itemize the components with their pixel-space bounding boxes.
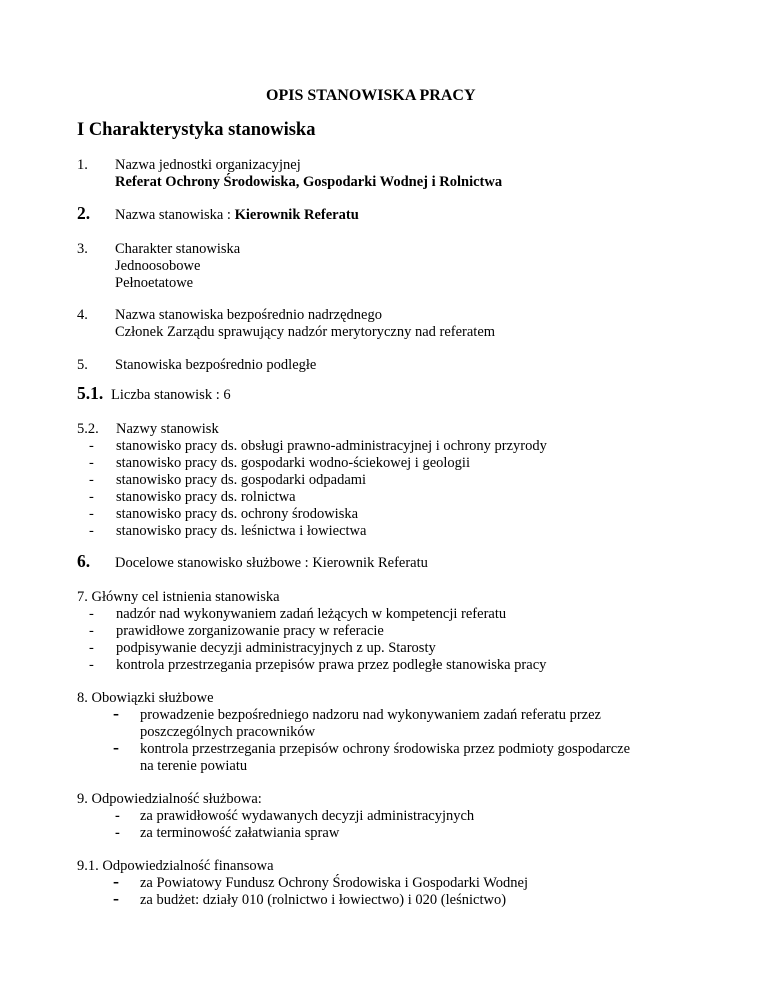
- list-item-continuation: poszczególnych pracowników: [140, 724, 316, 740]
- list-item: podpisywanie decyzji administracyjnych z up. Starosty: [116, 640, 436, 656]
- item-1-value: Referat Ochrony Środowiska, Gospodarki Wodnej i Rolnictwa: [115, 174, 503, 190]
- list-item: stanowisko pracy ds. leśnictwa i łowiectwa: [116, 523, 367, 539]
- list-item: kontrola przestrzegania przepisów ochrony środowiska przez podmioty gospodarcze: [140, 741, 631, 757]
- list-item: kontrola przestrzegania przepisów prawa przez podległe stanowiska pracy: [116, 657, 547, 673]
- item-5-1-number: 5.1.: [77, 383, 104, 403]
- list-item: stanowisko pracy ds. gospodarki odpadami: [116, 472, 367, 488]
- item-5-number: 5.: [77, 357, 88, 373]
- dash-bullet: -: [113, 888, 119, 908]
- item-4-number: 4.: [77, 307, 88, 323]
- item-1-number: 1.: [77, 157, 88, 173]
- item-2-number: 2.: [77, 203, 91, 223]
- list-item-continuation: na terenie powiatu: [140, 758, 248, 774]
- dash-bullet: -: [115, 825, 120, 841]
- item-9-label: 9. Odpowiedzialność służbowa:: [77, 791, 262, 807]
- list-item: stanowisko pracy ds. gospodarki wodno-ściekowej i geologii: [116, 455, 470, 471]
- item-5-2-number: 5.2.: [77, 421, 99, 437]
- list-item: za budżet: działy 010 (rolnictwo i łowiectwo) i 020 (leśnictwo): [140, 892, 507, 908]
- section-heading: I Charakterystyka stanowiska: [77, 120, 316, 140]
- item-7-label: 7. Główny cel istnienia stanowiska: [77, 589, 280, 605]
- item-2-value: Kierownik Referatu: [234, 207, 359, 223]
- dash-bullet: -: [113, 737, 119, 757]
- dash-bullet: -: [115, 808, 120, 824]
- item-4-label: Nazwa stanowiska bezpośrednio nadrzędnego: [115, 307, 382, 323]
- list-item: za Powiatowy Fundusz Ochrony Środowiska i Gospodarki Wodnej: [140, 875, 529, 891]
- list-item: za terminowość załatwiania spraw: [140, 825, 340, 841]
- item-1-label: Nazwa jednostki organizacyjnej: [115, 157, 301, 173]
- dash-bullet: -: [89, 523, 94, 539]
- dash-bullet: -: [89, 438, 94, 454]
- dash-bullet: -: [89, 640, 94, 656]
- list-item: nadzór nad wykonywaniem zadań leżących w kompetencji referatu: [116, 606, 507, 622]
- dash-bullet: -: [89, 489, 94, 505]
- item-6-label: Docelowe stanowisko służbowe : Kierownik Referatu: [115, 555, 428, 571]
- list-item: stanowisko pracy ds. rolnictwa: [116, 489, 296, 505]
- dash-bullet: -: [89, 472, 94, 488]
- list-item: za prawidłowość wydawanych decyzji administracyjnych: [140, 808, 475, 824]
- item-9-1-label: 9.1. Odpowiedzialność finansowa: [77, 858, 274, 874]
- item-5-label: Stanowiska bezpośrednio podległe: [115, 357, 317, 373]
- dash-bullet: -: [113, 703, 119, 723]
- list-item: stanowisko pracy ds. ochrony środowiska: [116, 506, 359, 522]
- dash-bullet: -: [89, 606, 94, 622]
- item-5-1-label: Liczba stanowisk : 6: [111, 387, 231, 403]
- list-item: prawidłowe zorganizowanie pracy w referacie: [116, 623, 384, 639]
- item-4-value: Członek Zarządu sprawujący nadzór merytoryczny nad referatem: [115, 324, 496, 340]
- dash-bullet: -: [89, 506, 94, 522]
- dash-bullet: -: [113, 871, 119, 891]
- item-6-number: 6.: [77, 551, 91, 571]
- item-3-label: Charakter stanowiska: [115, 241, 241, 257]
- item-2-row: [115, 207, 359, 224]
- page-title: OPIS STANOWISKA PRACY: [266, 87, 476, 104]
- list-item: prowadzenie bezpośredniego nadzoru nad wykonywaniem zadań referatu przez: [140, 707, 601, 723]
- item-3-number: 3.: [77, 241, 88, 257]
- item-2-label: Nazwa stanowiska :: [115, 207, 235, 223]
- item-5-2-label: Nazwy stanowisk: [116, 421, 219, 437]
- item-3-line: Pełnoetatowe: [115, 275, 194, 291]
- dash-bullet: -: [89, 623, 94, 639]
- item-3-line: Jednoosobowe: [115, 258, 201, 274]
- item-8-label: 8. Obowiązki służbowe: [77, 690, 214, 706]
- list-item: stanowisko pracy ds. obsługi prawno-administracyjnej i ochrony przyrody: [116, 438, 547, 454]
- dash-bullet: -: [89, 455, 94, 471]
- dash-bullet: -: [89, 657, 94, 673]
